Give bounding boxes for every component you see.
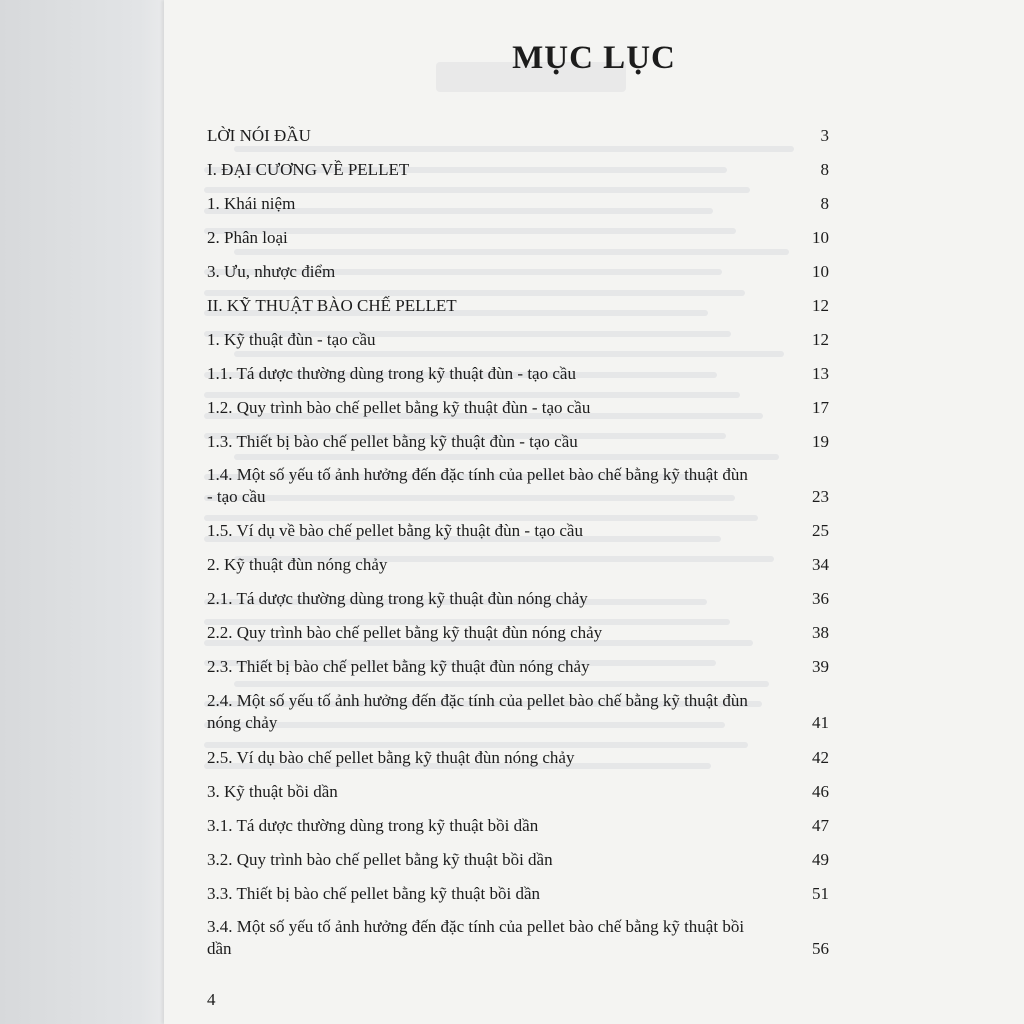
toc-entry-page: 3 [820,126,829,145]
toc-entry [207,125,829,147]
toc-entry-page: 10 [812,228,829,247]
toc-entry-page: 39 [812,657,829,676]
toc-entry-page: 8 [820,160,829,179]
toc-entry-label: II. KỸ THUẬT BÀO CHẾ PELLET [207,296,457,315]
toc-entry-page: 38 [812,623,829,642]
toc-entry [207,520,829,542]
toc-entry-label: 3.3. Thiết bị bào chế pellet bằng kỹ thuật bồi dần [207,884,540,903]
toc-entry [207,849,829,871]
toc-entry [207,227,829,249]
toc-entry-label: 1.4. Một số yếu tố ảnh hưởng đến đặc tính của pellet bào chế bằng kỹ thuật đùn - tạo cầu [207,465,748,506]
toc-entry-label: LỜI NÓI ĐẦU [207,126,311,145]
toc-entry [207,656,829,678]
toc-entry [207,193,829,215]
toc-entry-page: 12 [812,296,829,315]
scan-margin [0,0,164,1024]
toc-entry [207,464,829,508]
toc-entry [207,329,829,351]
toc-entry-page: 47 [812,816,829,835]
toc-entry-label: I. ĐẠI CƯƠNG VỀ PELLET [207,160,410,179]
toc-entry [207,431,829,453]
bleed-through-line [234,249,789,255]
toc-entry [207,781,829,803]
toc-entry-page: 51 [812,884,829,903]
toc-entry [207,588,829,610]
toc-entry [207,159,829,181]
toc-entry-page: 41 [812,713,829,732]
toc-entry-label: 3. Ưu, nhược điểm [207,262,336,281]
toc-entry-page: 17 [812,398,829,417]
toc-entry-page: 19 [812,432,829,451]
toc-entry-label: 2. Phân loại [207,228,288,247]
toc-entry [207,363,829,385]
toc-entry-label: 2.5. Ví dụ bào chế pellet bằng kỹ thuật đùn nóng chảy [207,748,575,767]
toc-entry [207,295,829,317]
toc-entry-page: 8 [820,194,829,213]
toc-entry-label: 2.3. Thiết bị bào chế pellet bằng kỹ thuật đùn nóng chảy [207,657,590,676]
toc-entry-label: 1. Khái niệm [207,194,296,213]
toc-entry-label: 2. Kỹ thuật đùn nóng chảy [207,555,388,574]
toc-entry-page: 49 [812,850,829,869]
toc-entry-page: 36 [812,589,829,608]
toc-entry-label: 1. Kỹ thuật đùn - tạo cầu [207,330,376,349]
toc-entry-label: 3. Kỹ thuật bồi dần [207,782,338,801]
toc-entry [207,261,829,283]
toc-entry-label: 1.1. Tá dược thường dùng trong kỹ thuật đùn - tạo cầu [207,364,576,383]
bleed-through-line [234,351,784,357]
toc-entry-label: 3.1. Tá dược thường dùng trong kỹ thuật bồi dần [207,816,539,835]
toc-entry-page: 42 [812,748,829,767]
toc-entry [207,690,829,734]
toc-entry-page: 34 [812,555,829,574]
toc-entry-page: 25 [812,521,829,540]
toc-entry-page: 23 [812,487,829,506]
toc-entry-page: 56 [812,939,829,958]
toc-entry-label: 1.5. Ví dụ về bào chế pellet bằng kỹ thuật đùn - tạo cầu [207,521,583,540]
bleed-through-line [234,681,769,687]
page-title: MỤC LỤC [512,40,676,76]
toc-entry [207,554,829,576]
toc-entry-label: 1.3. Thiết bị bào chế pellet bằng kỹ thuật đùn - tạo cầu [207,432,578,451]
toc-entry-page: 12 [812,330,829,349]
toc-entry [207,815,829,837]
toc-entry [207,883,829,905]
toc-entry [207,916,829,960]
document-page [164,0,1024,1024]
toc-entry-page: 10 [812,262,829,281]
toc-entry-label: 2.4. Một số yếu tố ảnh hưởng đến đặc tính của pellet bào chế bằng kỹ thuật đùn nóng chảy [207,691,748,732]
toc-entry-label: 1.2. Quy trình bào chế pellet bằng kỹ thuật đùn - tạo cầu [207,398,591,417]
bleed-through-line [234,454,779,460]
toc-entry [207,397,829,419]
toc-entry-label: 2.2. Quy trình bào chế pellet bằng kỹ thuật đùn nóng chảy [207,623,603,642]
toc-entry-label: 3.4. Một số yếu tố ảnh hưởng đến đặc tính của pellet bào chế bằng kỹ thuật bồi dần [207,917,745,958]
toc-entry [207,747,829,769]
toc-entry [207,622,829,644]
toc-entry-page: 13 [812,364,829,383]
toc-entry-label: 2.1. Tá dược thường dùng trong kỹ thuật đùn nóng chảy [207,589,588,608]
toc-entry-page: 46 [812,782,829,801]
page-number: 4 [207,990,216,1009]
toc-entry-label: 3.2. Quy trình bào chế pellet bằng kỹ thuật bồi dần [207,850,553,869]
